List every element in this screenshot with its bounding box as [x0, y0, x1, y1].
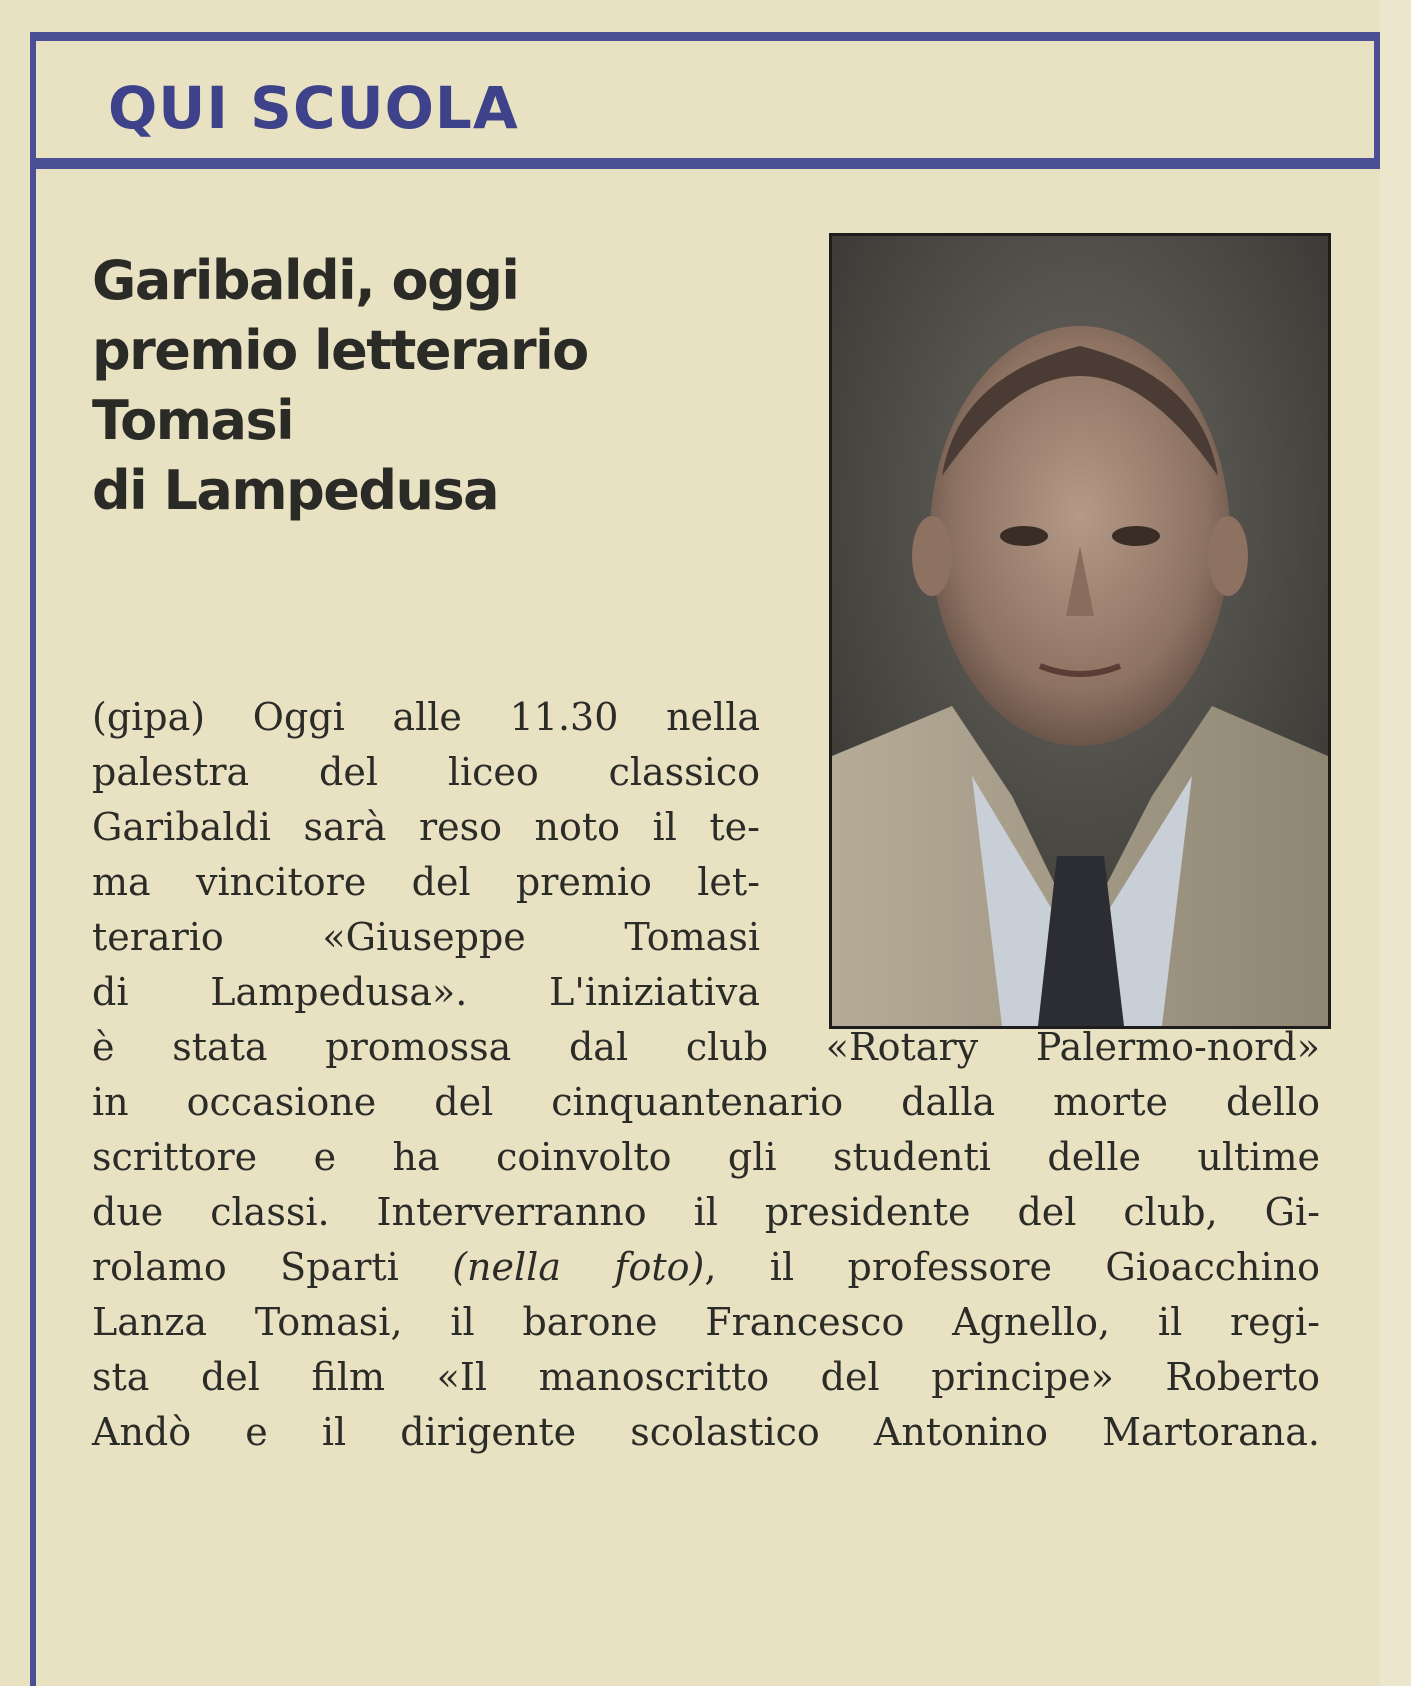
- body-line: due classi. Interverranno il presidente del club, Gi-: [92, 1190, 1320, 1234]
- photo-caption-reference: (nella foto): [452, 1245, 705, 1289]
- body-text-segment: , il professore Gioacchino: [704, 1245, 1320, 1289]
- headline: [92, 246, 792, 526]
- body-line: di Lampedusa». L'iniziativa: [92, 970, 760, 1014]
- body-line: (gipa) Oggi alle 11.30 nella: [92, 695, 760, 739]
- left-rule: [30, 32, 36, 1686]
- top-rule: [30, 32, 1380, 41]
- body-line-with-caption: [92, 1240, 1320, 1295]
- headline-line: Tomasi: [92, 389, 294, 452]
- body-line: scrittore e ha coinvolto gli studenti delle ultime: [92, 1135, 1320, 1179]
- headline-line: premio letterario: [92, 319, 588, 382]
- section-label: QUI SCUOLA: [108, 74, 519, 142]
- headline-line: di Lampedusa: [92, 459, 499, 522]
- body-text-segment: rolamo Sparti: [92, 1245, 453, 1289]
- body-line: è stata promossa dal club «Rotary Palermo-nord»: [92, 1025, 1320, 1069]
- page-edge: [1380, 0, 1411, 1686]
- article-body: [92, 690, 1320, 1460]
- body-line: palestra del liceo classico: [92, 750, 760, 794]
- body-narrow-column: [92, 690, 1320, 1020]
- body-line: Lanza Tomasi, il barone Francesco Agnello, il regi-: [92, 1300, 1320, 1344]
- body-line: Garibaldi sarà reso noto il te-: [92, 805, 760, 849]
- header-right-rule: [1374, 32, 1380, 169]
- body-line: Andò e il dirigente scolastico Antonino Martorana.: [92, 1410, 1320, 1454]
- body-line: in occasione del cinquantenario dalla morte dello: [92, 1080, 1320, 1124]
- header-bottom-rule: [30, 158, 1380, 169]
- body-line: terario «Giuseppe Tomasi: [92, 915, 760, 959]
- body-line: ma vincitore del premio let-: [92, 860, 760, 904]
- headline-line: Garibaldi, oggi: [92, 249, 519, 312]
- body-line: sta del film «Il manoscritto del principe» Roberto: [92, 1355, 1320, 1399]
